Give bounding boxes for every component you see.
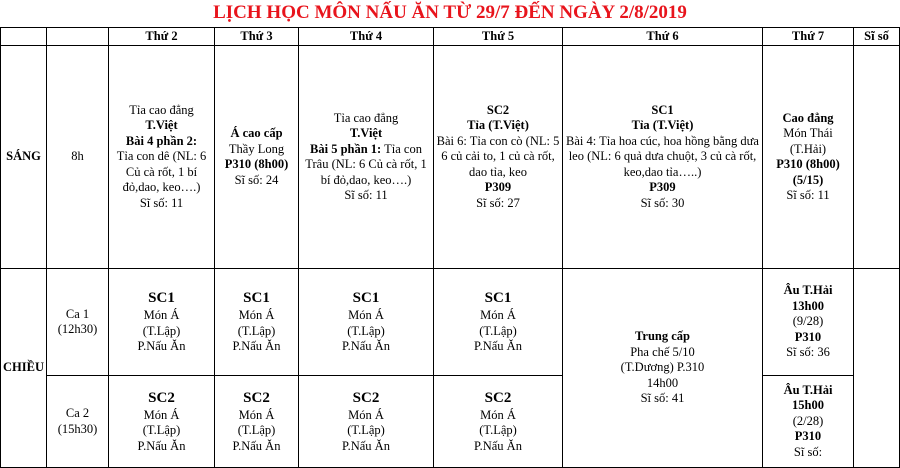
ca2-thu4-cell	[299, 376, 434, 468]
line: Tỉa cao đẳng	[333, 110, 399, 125]
line: Sĩ số: 11	[139, 195, 184, 210]
ca1-cell	[47, 269, 109, 376]
header-empty-1	[1, 28, 47, 46]
line: (2/28)	[792, 413, 824, 428]
line: Tỉa (T.Việt)	[467, 118, 529, 133]
line: SC2	[484, 389, 512, 406]
line: Âu T.Hải	[783, 283, 833, 298]
schedule-table	[0, 27, 900, 468]
line: P310	[794, 429, 822, 444]
header-si-so: Sĩ số	[854, 28, 900, 46]
session-chieu-label: CHIỀU	[1, 269, 47, 468]
line: (9/28)	[792, 314, 824, 329]
sang-thu7-cell	[763, 46, 854, 269]
line: Tỉa cao đẳng	[129, 102, 194, 117]
line: Bài 6: Tỉa con cò (NL: 5 6 củ cải to, 1 củ cà rốt, dao tỉa, keo	[436, 133, 560, 179]
line: P310 (8h00)	[776, 157, 840, 171]
line: SC2	[243, 389, 270, 406]
ca2-thu5-cell	[434, 376, 563, 468]
sang-thu5-cell	[434, 46, 563, 269]
line: Sĩ số: 11	[344, 188, 388, 202]
line: SC1	[651, 102, 674, 117]
sang-thu2-cell	[109, 46, 215, 269]
line: Sĩ số: 36	[786, 345, 830, 360]
line: Món Á	[238, 407, 275, 422]
line: P309	[649, 180, 676, 195]
line: Món Á	[480, 308, 516, 323]
sang-row	[1, 46, 900, 269]
line: T.Việt	[145, 118, 178, 133]
line: Bài 5 phần 1:	[310, 141, 382, 156]
line: (T.Lập)	[142, 323, 181, 338]
line: SC1	[484, 290, 512, 307]
line: (T.Lập)	[237, 323, 276, 338]
line: P.Nấu Ăn	[342, 438, 390, 453]
ca2-thu3-cell	[215, 376, 299, 468]
header-thu4: Thứ 4	[299, 28, 434, 46]
line: (15h30)	[57, 421, 98, 436]
line: (T.Lập)	[479, 323, 517, 338]
line: SC1	[148, 290, 175, 307]
session-sang-label: SÁNG	[1, 46, 47, 269]
line: Món Á	[238, 308, 275, 323]
line: Pha chế 5/10	[630, 344, 695, 359]
header-thu2: Thứ 2	[109, 28, 215, 46]
sang-thu3-cell	[215, 46, 299, 269]
line: T.Việt	[349, 126, 383, 140]
line: Trung cấp	[635, 329, 690, 344]
line: Sĩ số:	[793, 444, 823, 459]
line: (T.Dương) P.310	[620, 360, 705, 375]
line: P.Nấu Ăn	[232, 438, 281, 453]
line: Thầy Long	[228, 141, 285, 156]
line: Món Á	[143, 308, 180, 323]
line: P.Nấu Ăn	[232, 339, 281, 354]
line: P.Nấu Ăn	[137, 438, 186, 453]
ca2-thu2-cell	[109, 376, 215, 468]
line: P.Nấu Ăn	[137, 339, 186, 354]
ca1-thu2-cell	[109, 269, 215, 376]
line: (T.Lập)	[237, 423, 276, 438]
line: P.Nấu Ăn	[474, 438, 522, 453]
header-thu5: Thứ 5	[434, 28, 563, 46]
line: P309	[484, 180, 512, 195]
line: Sĩ số: 11	[786, 188, 830, 202]
chieu-ca2-row	[1, 376, 900, 468]
ca1-thu4-cell	[299, 269, 434, 376]
line: Ca 1	[65, 306, 90, 321]
line: (T.Lập)	[347, 323, 385, 338]
line: P.Nấu Ăn	[474, 339, 522, 354]
line: SC2	[486, 102, 510, 117]
line: Sĩ số: 30	[640, 195, 685, 210]
line: Sĩ số: 41	[640, 391, 685, 406]
ca1-thu3-cell	[215, 269, 299, 376]
header-thu3: Thứ 3	[215, 28, 299, 46]
line: SC1	[352, 290, 380, 307]
line: Âu T.Hải	[783, 382, 833, 397]
line: Tỉa (T.Việt)	[631, 118, 694, 133]
ca2-cell	[47, 376, 109, 468]
line: Bài 4: Tỉa hoa cúc, hoa hồng bằng dưa leo (NL: 6 quả dưa chuột, 3 củ cà rốt, keo,dao tỉa…..)	[566, 133, 759, 179]
line: Ca 2	[65, 406, 90, 420]
line: P310 (8h00)	[224, 157, 289, 171]
chieu-thu6-cell	[563, 269, 763, 468]
line: Món Á	[143, 407, 180, 422]
header-thu6: Thứ 6	[563, 28, 763, 46]
ca2-thu7-cell	[763, 376, 854, 468]
line: Tỉa con dê (NL: 6 Củ cà rốt, 1 bí đỏ,dao, keo….)	[116, 149, 207, 195]
sang-si-so-cell	[854, 46, 900, 269]
line: Cao đẳng	[782, 110, 834, 125]
line: Á cao cấp	[230, 126, 283, 140]
header-row	[1, 28, 900, 46]
header-thu7: Thứ 7	[763, 28, 854, 46]
line: 14h00	[646, 375, 679, 390]
line: Sĩ số: 24	[234, 172, 279, 187]
ca1-thu5-cell	[434, 269, 563, 376]
line: Sĩ số: 27	[476, 195, 520, 210]
line: SC1	[243, 290, 270, 307]
line: (12h30)	[57, 322, 98, 336]
line: Món Á	[348, 308, 384, 323]
page-title: LỊCH HỌC MÔN NẤU ĂN TỪ 29/7 ĐẾN NGÀY 2/8/2019	[213, 2, 687, 23]
sang-time: 8h	[47, 46, 109, 269]
ca1-thu7-cell	[763, 269, 854, 376]
line: (5/15)	[792, 172, 824, 187]
line: (T.Hải)	[789, 141, 827, 156]
line: 13h00	[792, 298, 824, 313]
header-empty-2	[47, 28, 109, 46]
line: P310	[794, 329, 822, 344]
line: Bài 4 phần 2:	[125, 133, 198, 148]
line: (T.Lập)	[347, 423, 385, 438]
line: SC2	[352, 389, 380, 406]
line: P.Nấu Ăn	[342, 339, 390, 354]
line: Tỉa con Trâu (NL: 6 Củ cà rốt, 1 bí đỏ,dao, keo….)	[305, 141, 427, 187]
line: SC2	[148, 389, 175, 406]
chieu-si-so-cell	[854, 269, 900, 468]
line: (T.Lập)	[479, 423, 517, 438]
line: Món Á	[480, 407, 516, 422]
chieu-ca1-row	[1, 269, 900, 376]
line: (T.Lập)	[142, 423, 181, 438]
sang-thu6-cell	[563, 46, 763, 269]
line: Món Thái	[783, 126, 833, 140]
line: Món Á	[348, 407, 384, 422]
sang-thu4-cell	[299, 46, 434, 269]
line: 15h00	[792, 398, 824, 413]
